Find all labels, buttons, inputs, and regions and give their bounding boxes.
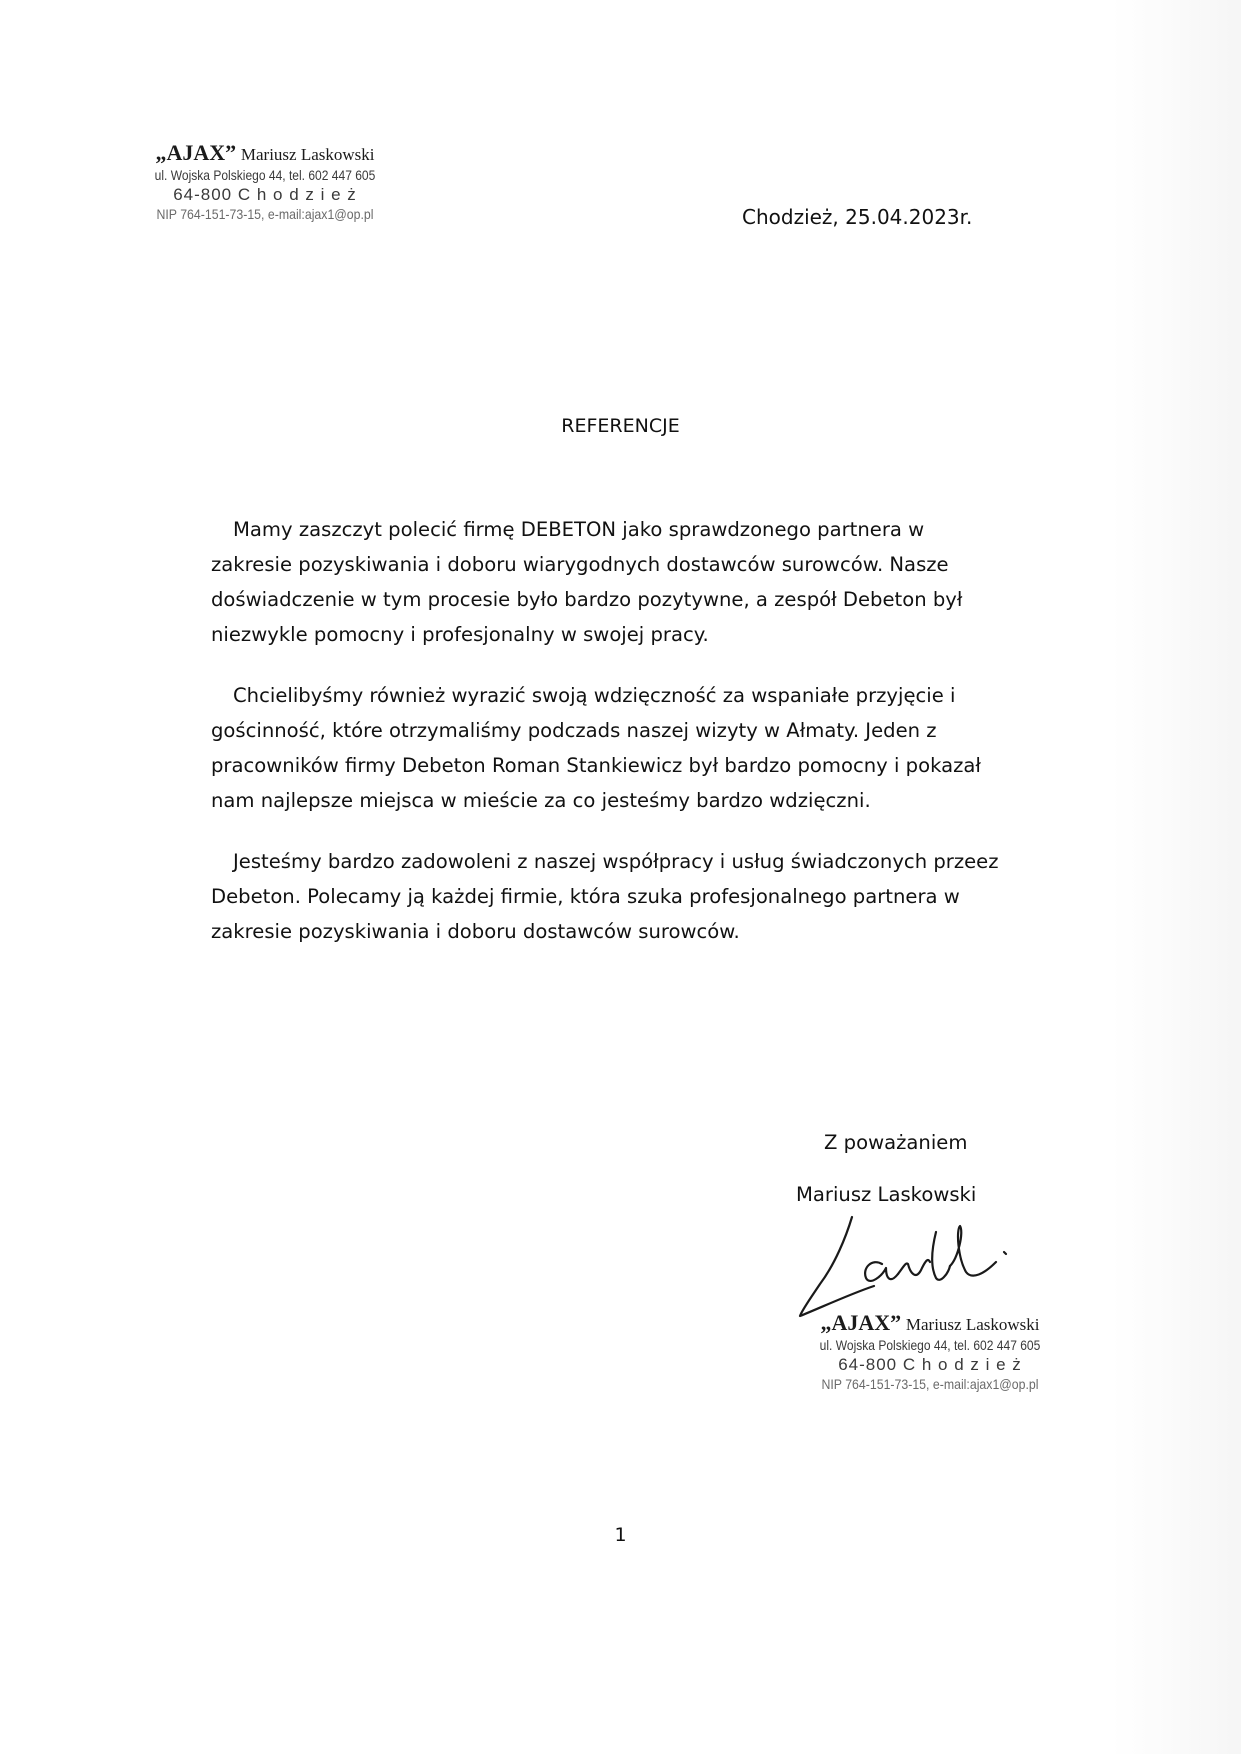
body-paragraph-3: Jesteśmy bardzo zadowoleni z naszej współpracy i usług świadczonych przeez Debeton. Polecamy ją każdej firmie, która szuka profesjonalnego partnera w zakresie pozyskiwania i doboru dostawców surowców. — [211, 850, 999, 943]
stamp-name-line — [130, 142, 400, 166]
letter-body — [211, 512, 1011, 975]
letter-date: Chodzież, 25.04.2023r. — [742, 205, 973, 229]
stamp-owner: Mariusz Laskowski — [240, 145, 375, 164]
stamp-address: ul. Wojska Polskiego 44, tel. 602 447 605 — [154, 167, 376, 183]
stamp-name-line — [795, 1312, 1065, 1336]
stamp-city: 64-800 C h o d z i e ż — [838, 1355, 1022, 1374]
letter-title: REFERENCJE — [561, 415, 680, 437]
stamp-tax-email: NIP 764-151-73-15, e-mail:ajax1@op.pl — [821, 1376, 1039, 1392]
stamp-owner: Mariusz Laskowski — [905, 1315, 1040, 1334]
stamp-tax-email: NIP 764-151-73-15, e-mail:ajax1@op.pl — [156, 206, 374, 222]
letterhead-stamp-top — [130, 142, 400, 224]
stamp-brand: „AJAX” — [155, 140, 237, 165]
stamp-address: ul. Wojska Polskiego 44, tel. 602 447 605 — [819, 1337, 1041, 1353]
page-edge-shadow — [1111, 0, 1241, 1754]
page-number: 1 — [614, 1524, 627, 1546]
body-paragraph-1: Mamy zaszczyt polecić firmę DEBETON jako sprawdzonego partnera w zakresie pozyskiwania i doboru wiarygodnych dostawców surowców. Nasze doświadczenie w tym procesie było bardzo pozytywne, a zespół Debeton był niezwykle pomocny i profesjonalny w swojej pracy. — [211, 518, 963, 646]
letterhead-stamp-bottom — [795, 1312, 1065, 1394]
signatory-name: Mariusz Laskowski — [796, 1183, 977, 1206]
closing-salutation: Z poważaniem — [824, 1131, 968, 1154]
body-paragraph-2: Chcielibyśmy również wyrazić swoją wdzięczność za wspaniałe przyjęcie i gościnność, które otrzymaliśmy podczads naszej wizyty w Ałmaty. Jeden z pracowników firmy Debeton Roman Stankiewicz był bardzo pomocny i pokazał nam najlepsze miejsca w mieście za co jesteśmy bardzo wdzięczni. — [211, 684, 981, 812]
closing-block — [796, 1130, 976, 1208]
stamp-city: 64-800 C h o d z i e ż — [173, 185, 357, 204]
stamp-brand: „AJAX” — [820, 1310, 902, 1335]
